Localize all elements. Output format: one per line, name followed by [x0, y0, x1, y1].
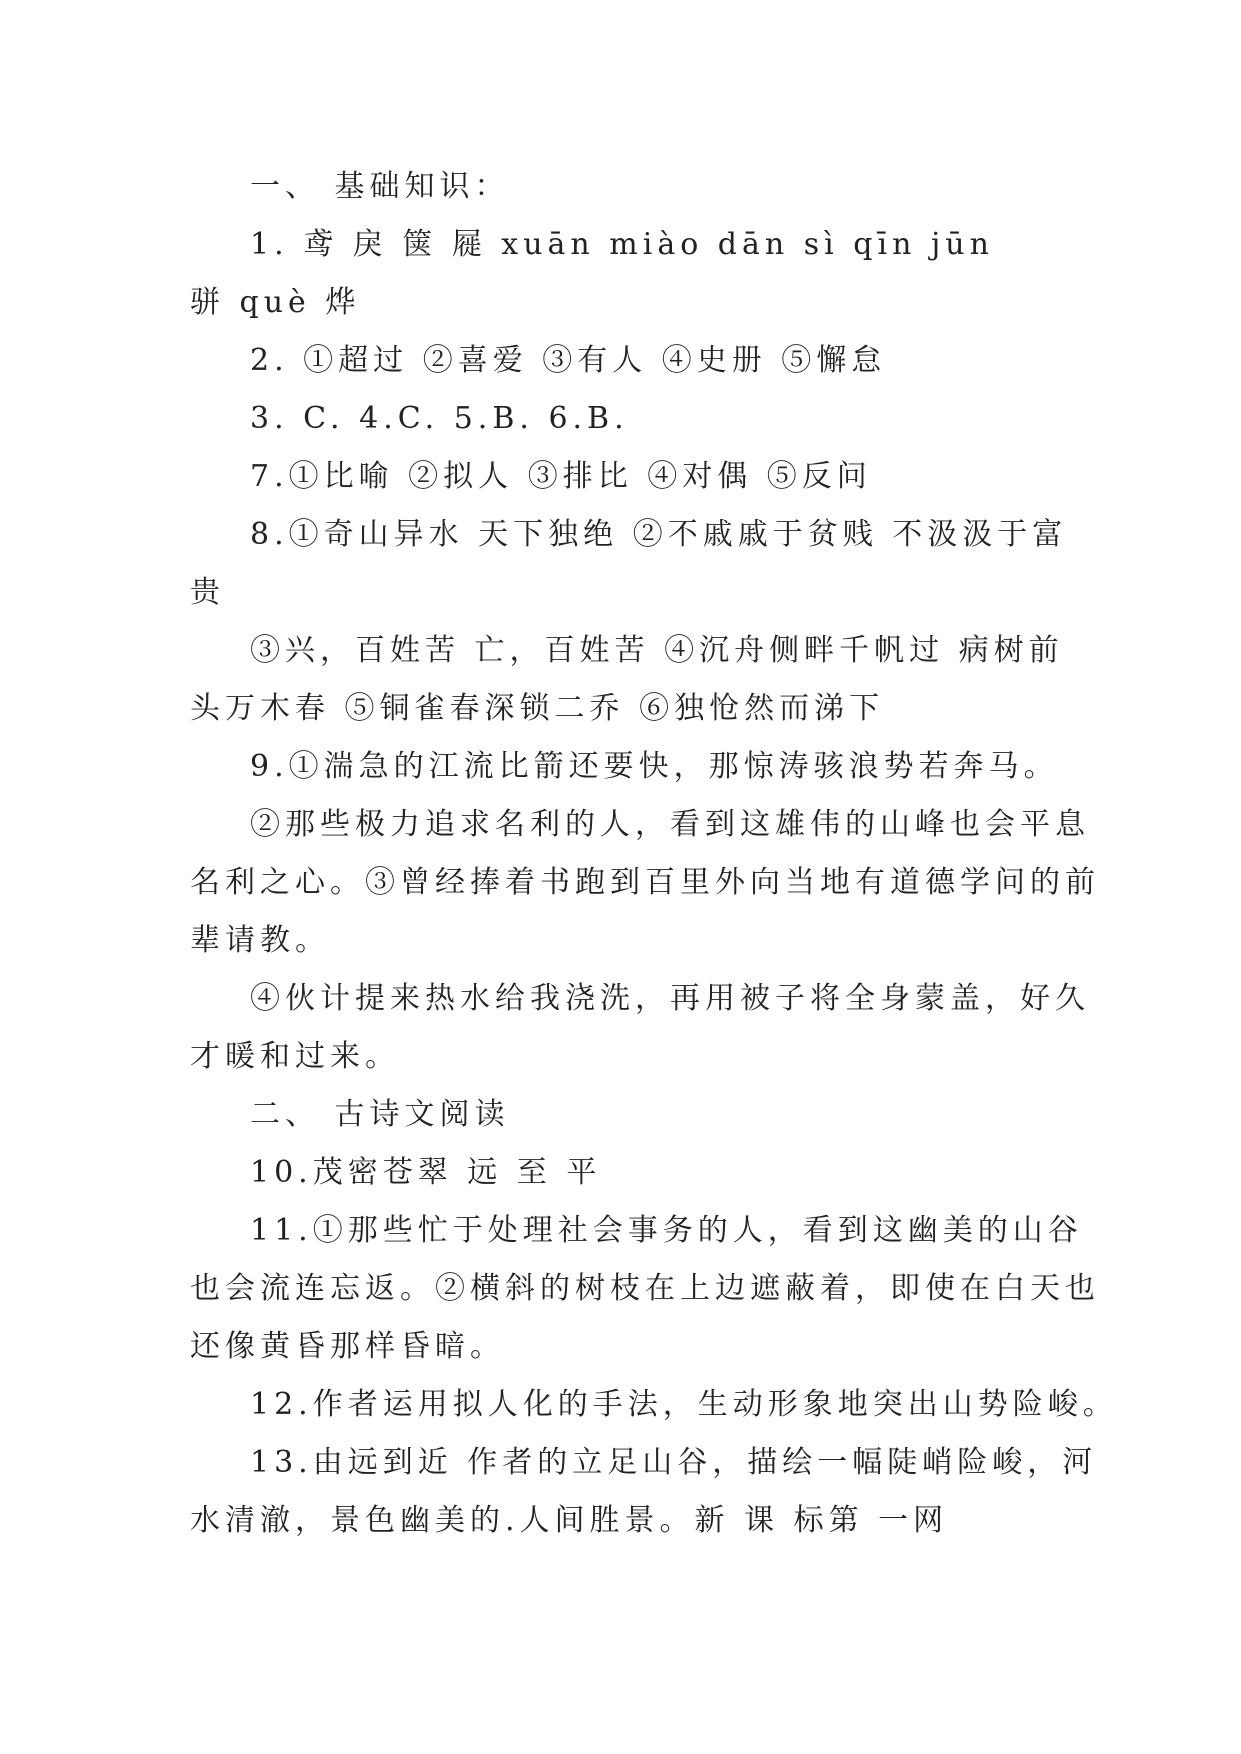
answer-line: 名利之心。③曾经捧着书跑到百里外向当地有道德学问的前 — [190, 865, 1100, 900]
answer-line: ③兴，百姓苦 亡，百姓苦 ④沉舟侧畔千帆过 病树前 — [250, 633, 1064, 668]
answer-line: 还像黄昏那样昏暗。 — [190, 1329, 505, 1364]
answer-line: 水清澈，景色幽美的.人间胜景。新 课 标第 一网 — [190, 1503, 949, 1538]
section-heading-basics: 一、 基础知识： — [250, 169, 510, 204]
answer-line: 1. 鸢 戾 箧 屣 xuān miào dān sì qīn jūn — [250, 227, 994, 262]
answer-line: ②那些极力追求名利的人，看到这雄伟的山峰也会平息 — [250, 807, 1090, 842]
document-body — [190, 158, 1118, 1550]
answer-line: 10.茂密苍翠 远 至 平 — [250, 1155, 602, 1190]
answer-line: 头万木春 ⑤铜雀春深锁二乔 ⑥独怆然而涕下 — [190, 691, 885, 726]
answer-line: 13.由远到近 作者的立足山谷，描绘一幅陡峭险峻，河 — [250, 1445, 1098, 1480]
section-heading-poetry: 二、 古诗文阅读 — [250, 1097, 510, 1132]
answer-line: 也会流连忘返。②横斜的树枝在上边遮蔽着，即使在白天也 — [190, 1271, 1100, 1306]
answer-line: 12.作者运用拟人化的手法，生动形象地突出山势险峻。 — [250, 1387, 1118, 1422]
answer-line: 3. C. 4.C. 5.B. 6.B. — [250, 401, 629, 436]
answer-line: 才暖和过来。 — [190, 1039, 400, 1074]
answer-line: 辈请教。 — [190, 923, 330, 958]
answer-line: 骈 què 烨 — [190, 285, 361, 320]
answer-line: 贵 — [190, 575, 225, 610]
answer-line: 11.①那些忙于处理社会事务的人，看到这幽美的山谷 — [250, 1213, 1083, 1248]
answer-line: ④伙计提来热水给我浇洗，再用被子将全身蒙盖，好久 — [250, 981, 1090, 1016]
answer-line: 9.①湍急的江流比箭还要快，那惊涛骇浪势若奔马。 — [250, 749, 1059, 784]
answer-line: 7.①比喻 ②拟人 ③排比 ④对偶 ⑤反问 — [250, 459, 872, 494]
answer-line: 8.①奇山异水 天下独绝 ②不戚戚于贫贱 不汲汲于富 — [250, 517, 1068, 552]
answer-line: 2. ①超过 ②喜爱 ③有人 ④史册 ⑤懈怠 — [250, 343, 887, 378]
